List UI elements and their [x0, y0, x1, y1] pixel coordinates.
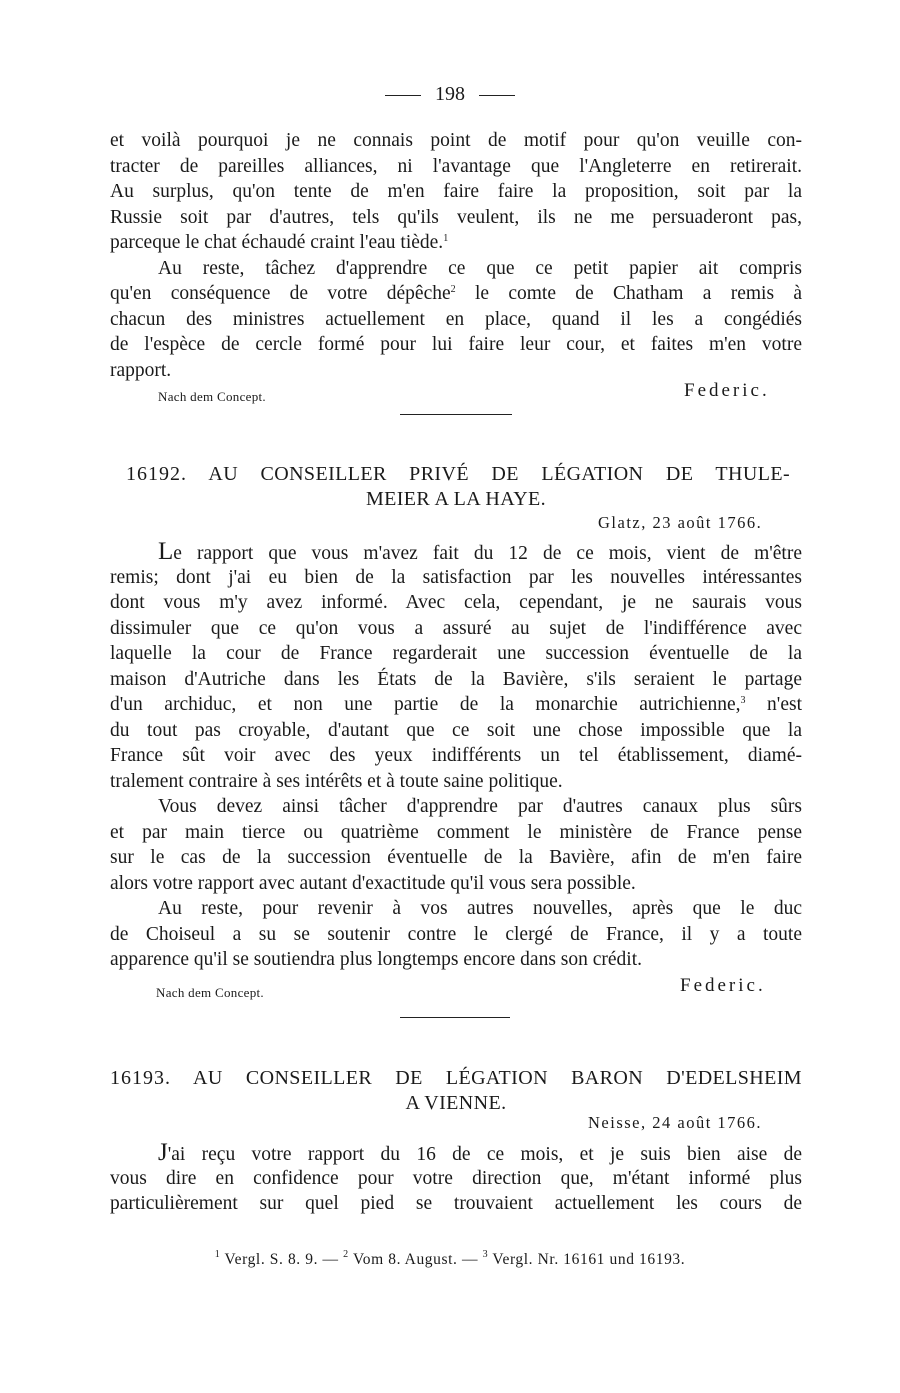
text-line: vous dire en confidence pour votre direction que, m'étant informé plus: [110, 1167, 802, 1189]
intro-paragraph-2: [110, 256, 802, 384]
page-number-header: [0, 80, 900, 108]
section-divider: [400, 414, 512, 415]
footnote-text: Vom 8. August. —: [348, 1251, 483, 1268]
text-line: remis; dont j'ai eu bien de la satisfaction par les nouvelles intéressantes: [110, 566, 802, 588]
intro-paragraph-1: [110, 128, 802, 256]
source-note: Nach dem Concept.: [156, 985, 264, 1000]
text-line: [110, 692, 802, 718]
text-line: [110, 539, 802, 565]
text-line: apparence qu'il se soutiendra plus longtemps encore dans son crédit.: [110, 949, 643, 970]
letter-number: 16193.: [110, 1067, 171, 1089]
heading-text: AU CONSEILLER DE LÉGATION BARON D'EDELSHEIM: [193, 1067, 802, 1089]
heading-line: A VIENNE.: [405, 1092, 507, 1114]
text-segment: parceque le chat échaudé craint l'eau tiède.: [110, 232, 444, 253]
heading-text: AU CONSEILLER PRIVÉ DE LÉGATION DE THULE-: [208, 463, 791, 485]
text-segment: le comte de Chatham a remis à: [455, 283, 802, 304]
text-line: France sût voir avec des yeux indifférents un tel établissement, diamé-: [110, 745, 802, 766]
text-line: sur le cas de la succession éventuelle de la Bavière, afin de m'en faire: [110, 847, 802, 868]
text-line: Vous devez ainsi tâcher d'apprendre par d'autres canaux plus sûrs: [158, 796, 802, 817]
text-segment: e rapport que vous m'avez fait du 12 de ce mois, vient de m'être: [173, 543, 802, 564]
place-date: Glatz, 23 août 1766.: [598, 513, 763, 532]
text-segment: qu'en conséquence de votre dépêche: [110, 283, 451, 304]
text-segment: n'est: [745, 694, 802, 715]
text-line: [110, 281, 802, 307]
text-segment: d'un archiduc, et non une partie de la monarchie autrichienne,: [110, 694, 741, 715]
initial-letter: L: [158, 539, 174, 565]
text-line: Au reste, tâchez d'apprendre ce que ce petit papier ait compris: [158, 257, 802, 279]
text-line: dissimuler que ce qu'on vous a assuré au sujet de l'indifférence avec: [110, 617, 802, 639]
footnote-ref: 3: [740, 695, 746, 706]
text-line: du tout pas croyable, d'autant que ce soit une chose impossible que la: [110, 719, 802, 741]
text-line: Au reste, pour revenir à vos autres nouvelles, après que le duc: [158, 898, 802, 919]
text-line: Au surplus, qu'on tente de m'en faire faire la proposition, soit par la: [110, 181, 802, 202]
text-line: et voilà pourquoi je ne connais point de motif pour qu'on veuille con-: [110, 130, 802, 151]
footnote-marker: 2: [343, 1249, 349, 1260]
heading-line: [110, 1066, 802, 1091]
section-divider: [400, 1017, 510, 1018]
letter-paragraph: [110, 1140, 802, 1217]
source-note: Nach dem Concept.: [158, 389, 266, 404]
footnotes: [0, 1251, 900, 1269]
footnote-marker: 3: [482, 1249, 489, 1260]
text-line: tracter de pareilles alliances, ni l'avantage que l'Angleterre en retirerait.: [110, 155, 802, 177]
page-number: 198: [435, 83, 465, 105]
footnote-marker: 1: [214, 1249, 221, 1260]
text-line: particulièrement sur quel pied se trouvaient actuellement les cours de: [110, 1193, 802, 1214]
text-line: maison d'Autriche dans les États de la Bavière, s'ils seraient le partage: [110, 668, 802, 690]
text-line: [110, 1140, 802, 1166]
text-line: et par main tierce ou quatrième comment le ministère de France pense: [110, 821, 802, 843]
text-line: chacun des ministres actuellement en place, quand il les a congédiés: [110, 308, 802, 330]
text-line: alors votre rapport avec autant d'exactitude qu'il vous sera possible.: [110, 872, 636, 894]
letter-paragraph: [110, 896, 802, 973]
letter-heading: [110, 462, 802, 512]
text-line: Russie soit par d'autres, tels qu'ils veulent, ils ne me persuaderont pas,: [110, 206, 802, 228]
text-line: dont vous m'y avez informé. Avec cela, cependant, je ne saurais vous: [110, 592, 802, 613]
footnote-text: Vergl. Nr. 16161 und 16193.: [488, 1251, 686, 1268]
header-dash-left: [385, 95, 421, 96]
letter-paragraph: [110, 539, 802, 794]
text-line: de l'espèce de cercle formé pour lui faire leur cour, et faites m'en votre: [110, 334, 802, 355]
letter-paragraph: [110, 794, 802, 896]
footnote-ref: 1: [443, 233, 449, 244]
heading-line: MEIER A LA HAYE.: [365, 488, 547, 510]
header-dash-right: [479, 95, 515, 96]
letter-number: 16192.: [126, 463, 187, 485]
text-line: rapport.: [110, 359, 172, 381]
footnote-text: Vergl. S. 8. 9. —: [220, 1251, 344, 1268]
text-line: tralement contraire à ses intérêts et à toute saine politique.: [110, 770, 563, 792]
initial-letter: J: [158, 1140, 168, 1166]
heading-line: [110, 462, 802, 487]
letter-heading: [110, 1066, 802, 1116]
signature: Federic.: [684, 380, 770, 401]
footnote-ref: 2: [450, 284, 456, 295]
text-segment: 'ai reçu votre rapport du 16 de ce mois, et je suis bien aise de: [167, 1144, 802, 1165]
text-line: [110, 230, 802, 256]
text-line: de Choiseul a su se soutenir contre le clergé de France, il y a toute: [110, 923, 802, 945]
place-date: Neisse, 24 août 1766.: [588, 1113, 763, 1132]
signature: Federic.: [680, 975, 766, 996]
text-line: laquelle la cour de France regarderait une succession éventuelle de la: [110, 643, 802, 664]
